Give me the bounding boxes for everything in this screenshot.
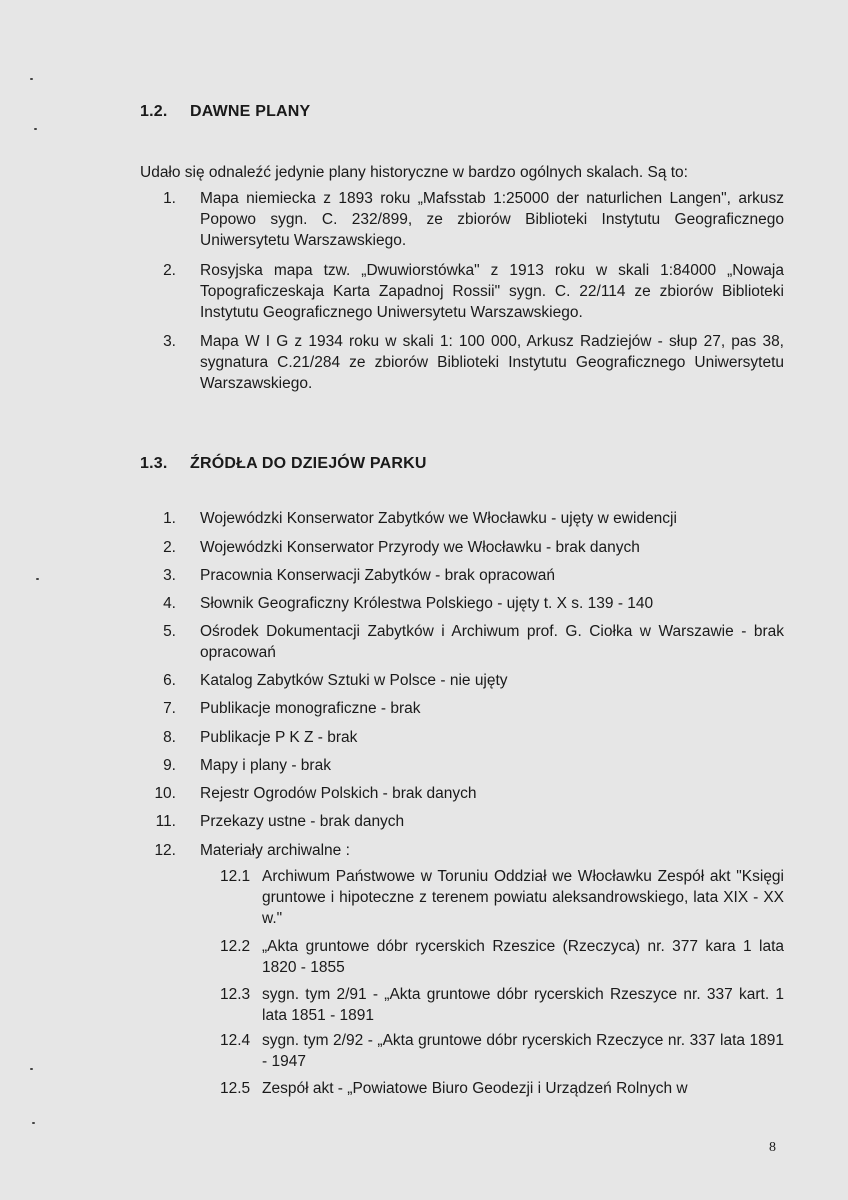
item-number: 7. xyxy=(163,700,176,717)
section-heading-sources xyxy=(140,455,427,473)
item-text: Przekazy ustne - brak danych xyxy=(200,813,405,830)
scan-speck xyxy=(32,1122,35,1124)
sub-list-item xyxy=(220,1078,784,1099)
item-text: Pracownia Konserwacji Zabytków - brak opracowań xyxy=(200,567,555,584)
item-number: 3. xyxy=(163,333,176,350)
item-text: Wojewódzki Konserwator Zabytków we Włocławku - ujęty w ewidencji xyxy=(200,510,677,527)
list-item xyxy=(163,593,784,614)
section-number: 1.2. xyxy=(140,103,168,120)
item-number: 9. xyxy=(163,757,176,774)
item-number: 12.2 xyxy=(220,938,251,955)
item-number: 12.3 xyxy=(220,986,251,1003)
item-text: Katalog Zabytków Sztuki w Polsce - nie ujęty xyxy=(200,672,508,689)
sub-list-item xyxy=(220,866,784,929)
item-text: Mapa niemiecka z 1893 roku „Mafsstab 1:25000 der naturlichen Langen", arkusz Popowo sygn. C. 232/899, ze zbiorów Biblioteki Instytutu Geograficznego Uniwersytetu Warszawskiego. xyxy=(200,190,784,249)
list-item xyxy=(163,755,784,776)
item-text: Archiwum Państwowe w Toruniu Oddział we Włocławku Zespół akt "Księgi gruntowe i hipoteczne z terenem powiatu aleksandrowskiego, lata XIX - XX w." xyxy=(262,868,784,927)
list-item xyxy=(163,331,784,394)
list-item xyxy=(163,508,784,529)
scan-speck xyxy=(34,128,37,130)
sub-list-item xyxy=(220,1030,784,1072)
item-number: 12. xyxy=(154,842,176,859)
item-number: 12.1 xyxy=(220,868,251,885)
item-text: Zespół akt - „Powiatowe Biuro Geodezji i Urządzeń Rolnych w xyxy=(262,1080,688,1097)
item-text: Rejestr Ogrodów Polskich - brak danych xyxy=(200,785,477,802)
item-text: Publikacje monograficzne - brak xyxy=(200,700,421,717)
list-item xyxy=(163,698,784,719)
list-item xyxy=(163,621,784,663)
section-title: DAWNE PLANY xyxy=(190,103,311,120)
list-item xyxy=(163,565,784,586)
item-number: 12.4 xyxy=(220,1032,251,1049)
item-text: sygn. tym 2/91 - „Akta gruntowe dóbr rycerskich Rzeszyce nr. 337 kart. 1 lata 1851 - 1891 xyxy=(262,986,784,1024)
item-number: 3. xyxy=(163,567,176,584)
item-text: Słownik Geograficzny Królestwa Polskiego - ujęty t. X s. 139 - 140 xyxy=(200,595,654,612)
scan-speck xyxy=(30,1068,33,1070)
list-item xyxy=(163,188,784,251)
item-text: Wojewódzki Konserwator Przyrody we Włocławku - brak danych xyxy=(200,539,640,556)
item-text: Mapy i plany - brak xyxy=(200,757,331,774)
list-item xyxy=(163,727,784,748)
item-number: 8. xyxy=(163,729,176,746)
item-number: 1. xyxy=(163,190,176,207)
scan-speck xyxy=(30,78,33,80)
section-number: 1.3. xyxy=(140,455,168,472)
item-number: 11. xyxy=(155,813,176,830)
item-number: 2. xyxy=(163,262,176,279)
item-text: Ośrodek Dokumentacji Zabytków i Archiwum prof. G. Ciołka w Warszawie - brak opracowań xyxy=(200,623,784,661)
section-title: ŹRÓDŁA DO DZIEJÓW PARKU xyxy=(190,455,427,472)
item-text: Mapa W I G z 1934 roku w skali 1: 100 000, Arkusz Radziejów - słup 27, pas 38, sygnatura C.21/284 ze zbiorów Biblioteki Instytutu Geograficznego Uniwersytetu Warszawskiego. xyxy=(200,333,784,392)
list-item xyxy=(154,783,784,804)
section-heading-plans xyxy=(140,103,310,121)
list-item xyxy=(154,840,784,861)
item-number: 1. xyxy=(163,510,176,527)
item-number: 4. xyxy=(163,595,176,612)
list-item xyxy=(163,260,784,323)
list-item xyxy=(163,537,784,558)
item-text: Materiały archiwalne : xyxy=(200,842,350,859)
intro-paragraph: Udało się odnaleźć jedynie plany historyczne w bardzo ogólnych skalach. Są to: xyxy=(140,164,688,181)
item-number: 5. xyxy=(163,623,176,640)
item-text: „Akta gruntowe dóbr rycerskich Rzeszice (Rzeczyca) nr. 377 kara 1 lata 1820 - 1855 xyxy=(262,938,784,976)
item-text: Rosyjska mapa tzw. „Dwuwiorstówka" z 1913 roku w skali 1:84000 „Nowaja Topograficzeskaja Karta Zapadnoj Rossii" sygn. C. 22/114 ze zbiorów Biblioteki Instytutu Geograficznego Uniwersytetu Warszawskiego. xyxy=(200,262,784,321)
page-number: 8 xyxy=(769,1140,776,1155)
item-number: 12.5 xyxy=(220,1080,251,1097)
sub-list-item xyxy=(220,936,784,978)
item-text: Publikacje P K Z - brak xyxy=(200,729,358,746)
item-number: 6. xyxy=(163,672,176,689)
item-text: sygn. tym 2/92 - „Akta gruntowe dóbr rycerskich Rzeczyce nr. 337 lata 1891 - 1947 xyxy=(262,1032,784,1070)
sub-list-item xyxy=(220,984,784,1026)
scan-speck xyxy=(36,578,39,580)
item-number: 10. xyxy=(154,785,176,802)
list-item xyxy=(163,670,784,691)
item-number: 2. xyxy=(163,539,176,556)
list-item xyxy=(155,811,784,832)
